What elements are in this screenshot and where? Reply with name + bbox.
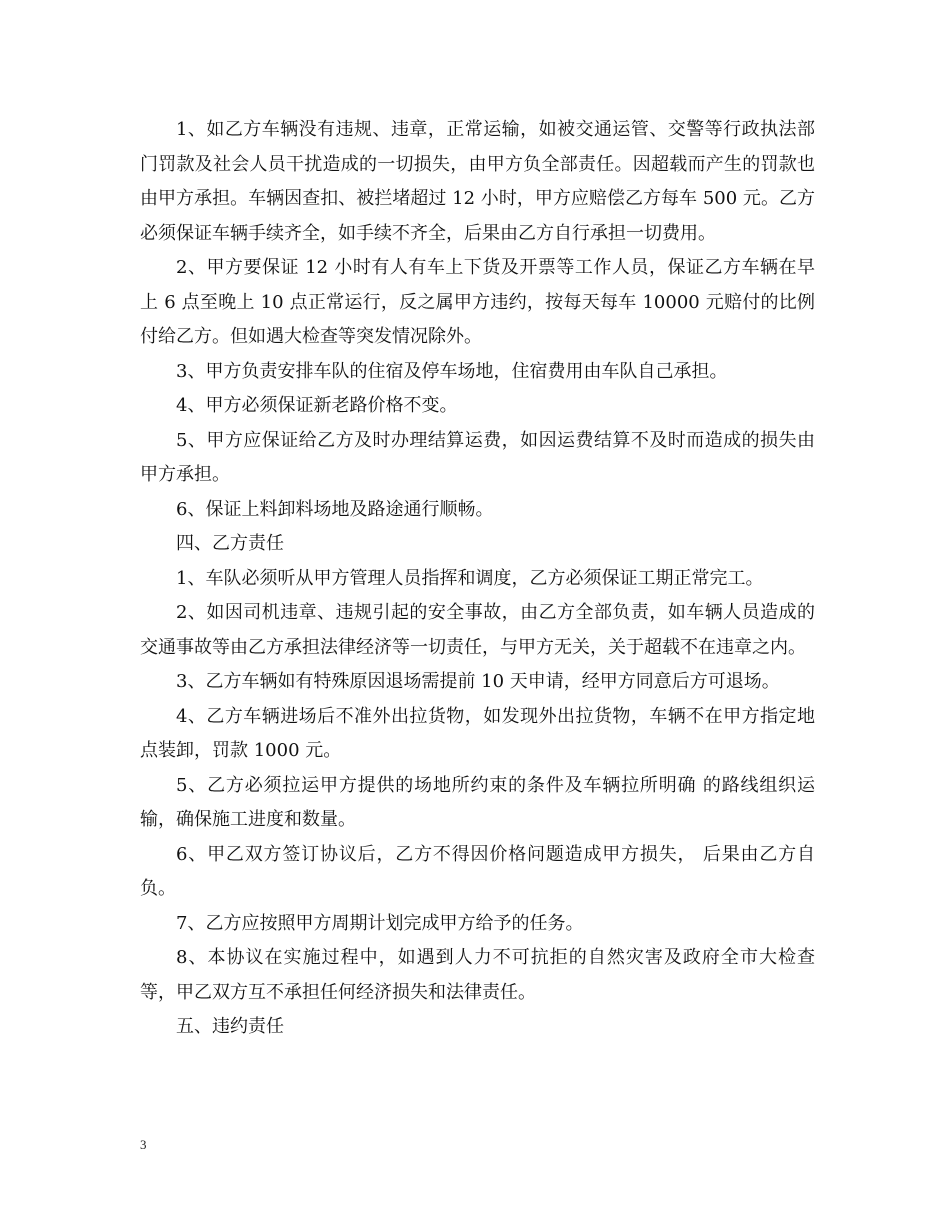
clause-party-a-2: 2、甲方要保证 12 小时有人有车上下货及开票等工作人员，保证乙方车辆在早上 6 点至晚上 10 点正常运行，反之属甲方违约，按每天每车 10000 元赔付的比例付给乙方。但如遇大检查等突发情况除外。 — [140, 257, 815, 347]
clause-party-b-5: 5、乙方必须拉运甲方提供的场地所约束的条件及车辆拉所明确 的路线组织运输，确保施工进度和数量。 — [140, 774, 815, 830]
clause-party-b-2: 2、如因司机违章、违规引起的安全事故，由乙方全部负责，如车辆人员造成的交通事故等由乙方承担法律经济等一切责任，与甲方无关，关于超载不在违章之内。 — [140, 602, 815, 658]
clause-party-b-6: 6、甲乙双方签订协议后，乙方不得因价格问题造成甲方损失， 后果由乙方自负。 — [140, 843, 815, 899]
page-number: 3 — [140, 1137, 147, 1152]
clause-party-a-5: 5、甲方应保证给乙方及时办理结算运费，如因运费结算不及时而造成的损失由甲方承担。 — [140, 429, 815, 485]
clause-party-b-1: 1、车队必须听从甲方管理人员指挥和调度，乙方必须保证工期正常完工。 — [176, 567, 764, 589]
clause-party-a-4: 4、甲方必须保证新老路价格不变。 — [176, 395, 458, 416]
document-body — [140, 113, 815, 1045]
section-heading-breach: 五、违约责任 — [176, 1016, 284, 1037]
clause-party-a-3: 3、甲方负责安排车队的住宿及停车场地，住宿费用由车队自己承担。 — [176, 360, 728, 382]
clause-party-a-1: 1、如乙方车辆没有违规、违章，正常运输，如被交通运管、交警等行政执法部门罚款及社会人员干扰造成的一切损失，由甲方负全部责任。因超载而产生的罚款也由甲方承担。车辆因查扣、被拦堵超过 12 小时，甲方应赔偿乙方每车 500 元。乙方必须保证车辆手续齐全，如手续不齐全，后果由乙方自行承担一切费用。 — [140, 119, 815, 244]
clause-party-b-4: 4、乙方车辆进场后不准外出拉货物，如发现外出拉货物，车辆不在甲方指定地点装卸，罚款 1000 元。 — [140, 705, 815, 761]
clause-party-b-7: 7、乙方应按照甲方周期计划完成甲方给予的任务。 — [176, 912, 584, 934]
clause-party-b-8: 8、本协议在实施过程中，如遇到人力不可抗拒的自然灾害及政府全市大检查等，甲乙双方互不承担任何经济损失和法律责任。 — [140, 947, 815, 1003]
clause-party-b-3: 3、乙方车辆如有特殊原因退场需提前 10 天申请，经甲方同意后方可退场。 — [176, 671, 780, 692]
clause-party-a-6: 6、保证上料卸料场地及路途通行顺畅。 — [176, 498, 494, 520]
section-heading-party-b: 四、乙方责任 — [176, 533, 284, 554]
